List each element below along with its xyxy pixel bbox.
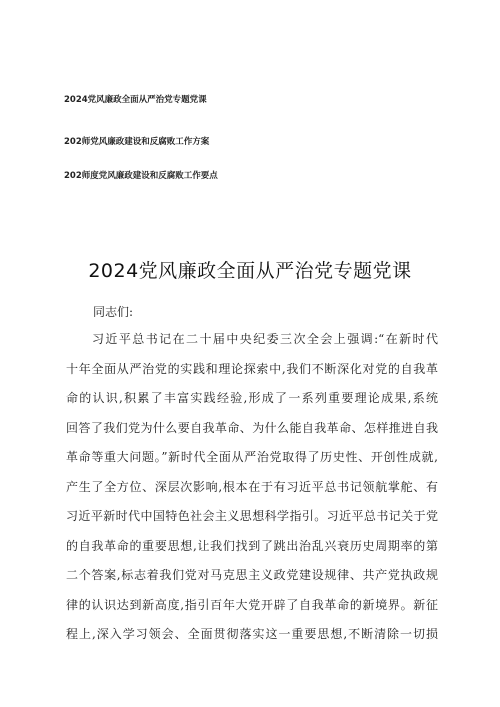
body-line: 革命等重大问题。”新时代全面从严治党取得了历史性、开创性成就, [66, 450, 438, 464]
greeting: 同志们: [93, 305, 134, 319]
body-line: 习近平总书记在二十届中央纪委三次全会上强调:“在新时代 [92, 332, 438, 346]
body-line: 程上,深入学习领会、全面贯彻落实这一重要思想,不断清除一切损 [66, 627, 438, 641]
body-line: 产生了全方位、深层次影响,根本在于有习近平总书记领航掌舵、有 [66, 479, 438, 494]
body-line: 习近平新时代中国特色社会主义思想科学指引。习近平总书记关于党 [66, 509, 438, 523]
body-line: 二个答案,标志着我们党对马克思主义政党建设规律、共产党执政规 [66, 568, 438, 582]
toc-item-3[interactable]: 202师度党风廉政建设和反腐败工作要点 [64, 171, 218, 181]
toc-item-1[interactable]: 2024党风廉政全面从严治党专题党课 [64, 95, 207, 105]
body-text [66, 325, 438, 650]
document-title: 2024党风廉政全面从严治党专题党课 [88, 260, 412, 282]
body-line: 回答了我们党为什么要自我革命、为什么能自我革命、怎样推进自我 [66, 420, 438, 435]
body-line: 十年全面从严治党的实践和理论探索中,我们不断深化对党的自我革 [66, 361, 438, 376]
body-line: 律的认识达到新高度,指引百年大党开辟了自我革命的新境界。新征 [66, 597, 438, 612]
body-line: 的自我革命的重要思想,让我们找到了跳出治乱兴衰历史周期率的第 [66, 538, 438, 553]
body-line: 命的认识,积累了丰富实践经验,形成了一系列重要理论成果,系统 [66, 391, 438, 405]
toc-item-2[interactable]: 202师党风廉政建设和反腐败工作方案 [64, 137, 210, 147]
